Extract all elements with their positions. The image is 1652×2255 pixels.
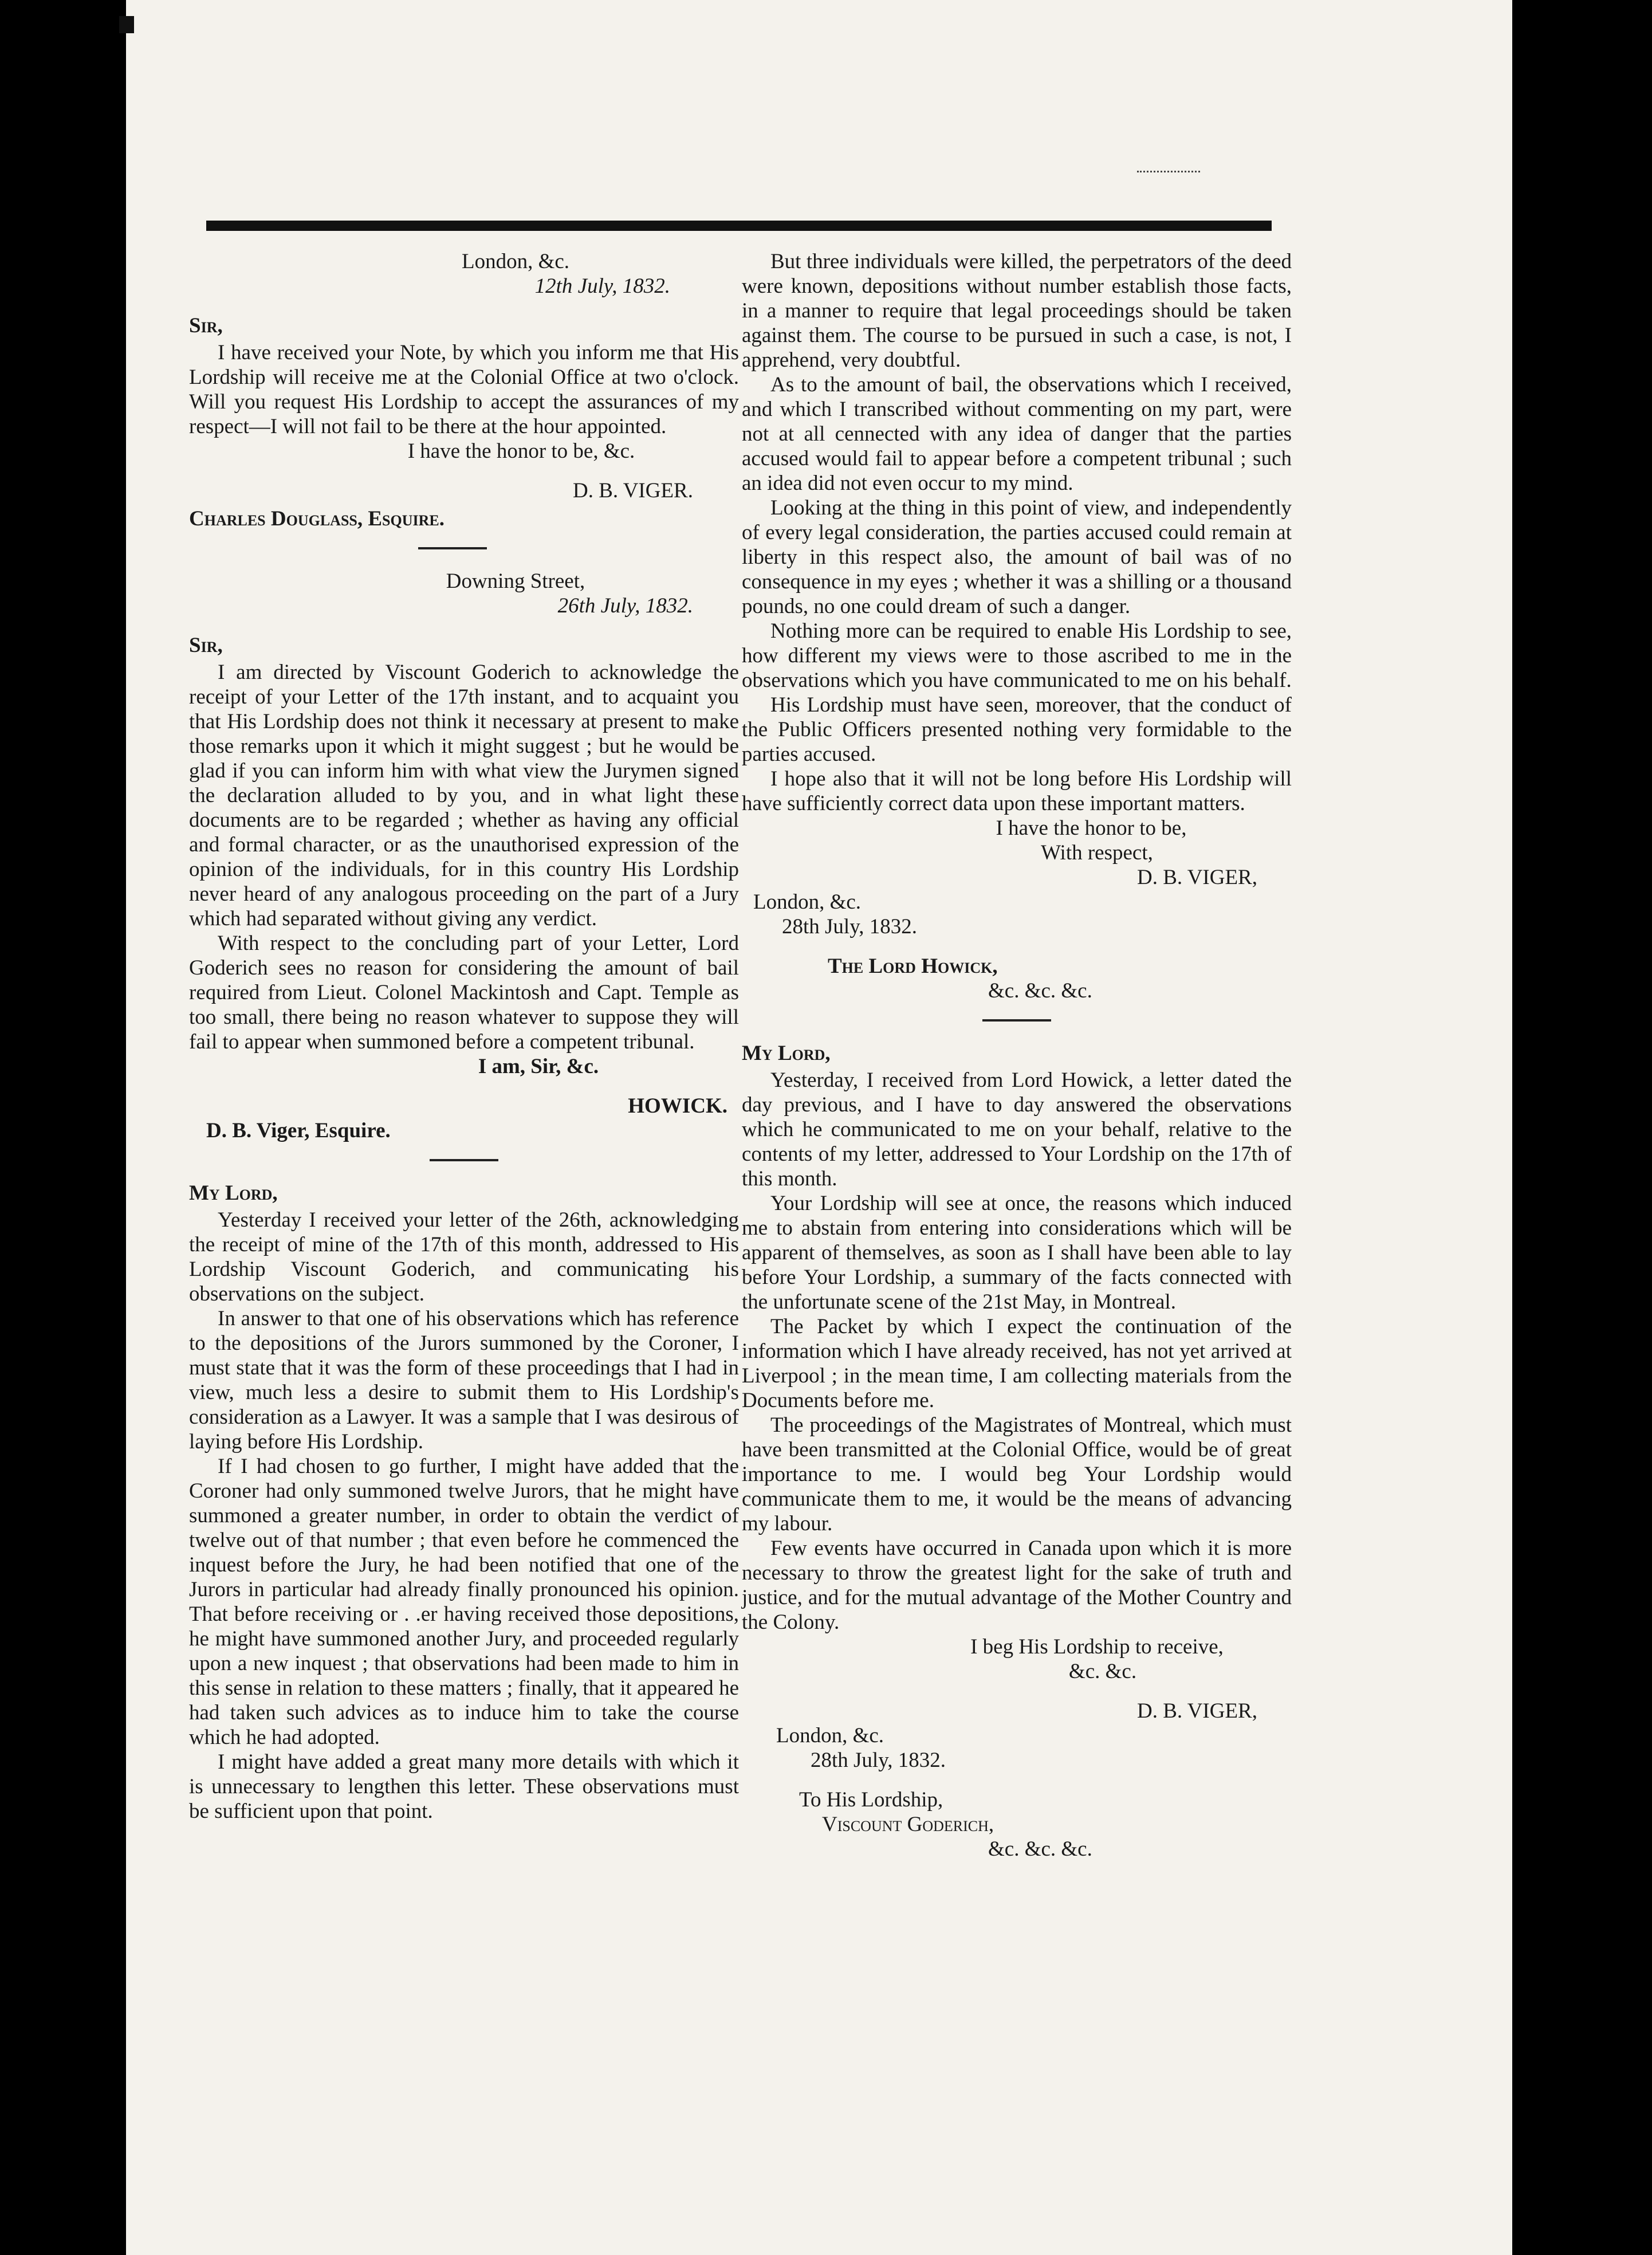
letter3-place: London, &c.: [753, 890, 862, 914]
letter1-paragraph: I have received your Note, by which you inform me that His Lordship will receive me at the Colonial Office at two o'clock. Will you request His Lordship to accept the assurances of my respect—I will not fail to be there at the hour appointed.: [189, 341, 739, 438]
letter2-paragraph: With respect to the concluding part of your Letter, Lord Goderich sees no reason for considering the amount of bail required from Lieut. Colonel Mackintosh and Capt. Temple as too small, there being no reason whatever to suppose they will fail to appear when summoned before a competent tribunal.: [189, 932, 739, 1054]
header-rule: [206, 221, 1272, 231]
letter2-addressee: D. B. Viger, Esquire.: [206, 1119, 391, 1142]
letter4-paragraph: The proceedings of the Magistrates of Montreal, which must have been transmitted at the Colonial Office, would be of great importance to me. I would beg Your Lordship would communicate them to me, it would be the means of advancing my labour.: [742, 1413, 1292, 1535]
letter3-paragraph: But three individuals were killed, the perpetrators of the deed were known, depositions without number establish those facts, in a manner to require that legal proceedings should be taken against them. The course to be pursued in such a case, is not, I apprehend, very doubtful.: [742, 250, 1292, 372]
letter3-addressee: The Lord Howick,: [828, 954, 998, 978]
letter2-paragraph: I am directed by Viscount Goderich to acknowledge the receipt of your Letter of the 17th instant, and to acquaint you that His Lordship does not think it necessary at present to make those remarks upon it which it might suggest ; but he would be glad if you can inform him with what view the Jurymen signed the declaration alluded to by you, and in what light these documents are to be regarded ; whether as having any official and formal character, or as the unauthorised expression of the opinion of the individuals, for in this country His Lordship never heard of any analogous proceeding on the part of a Jury which had separated without giving any verdict.: [189, 661, 739, 930]
separator: [430, 1159, 498, 1161]
letter3-paragraph: If I had chosen to go further, I might have added that the Coroner had only summoned twelve Jurors, that he might have summoned a greater number, in order to obtain the verdict of twelve out of that number ; that even before he commenced the inquest before the Jury, he had been notified that one of the Jurors in particular had already finally pronounced his opinion. That before receiving or . .er having received those depositions, he might have summoned another Jury, and proceeded regularly upon a new inquest ; that observations had been made to him in this sense in relation to these matters ; finally, that it appeared he had taken such advices as to induce him to take the course which he had adopted.: [189, 1455, 739, 1749]
printer-mark: [119, 16, 134, 33]
letter3-paragraph: His Lordship must have seen, moreover, that the conduct of the Public Officers presented nothing very formidable to the parties accused.: [742, 693, 1292, 766]
letter3-date: 28th July, 1832.: [782, 915, 918, 938]
separator: [982, 1019, 1051, 1022]
letter3-paragraph: Nothing more can be required to enable His Lordship to see, how different my views were to those ascribed to me in the observations which you have communicated to me on his behalf.: [742, 619, 1292, 692]
letter2-signature: HOWICK.: [628, 1094, 727, 1118]
letter1-salutation: Sir,: [189, 314, 223, 337]
letter3-addressee: &c. &c. &c.: [988, 979, 1092, 1003]
letter4-paragraph: The Packet by which I expect the continuation of the information which I have already received, has not yet arrived at Liverpool ; in the mean time, I am collecting materials from the Documents before me.: [742, 1315, 1292, 1412]
letter1-signature: D. B. VIGER.: [572, 479, 693, 502]
letter2-place: Downing Street,: [446, 569, 585, 593]
letter3-closing: With respect,: [1041, 841, 1153, 865]
letter4-paragraph: Few events have occurred in Canada upon which it is more necessary to throw the greatest light for the sake of truth and justice, and for the mutual advantage of the Mother Country and the Colony.: [742, 1537, 1292, 1634]
letter3-salutation: My Lord,: [189, 1181, 278, 1205]
letter4-addressee: Viscount Goderich,: [822, 1813, 994, 1836]
letter1-addressee: Charles Douglass, Esquire.: [189, 507, 445, 531]
separator: [418, 547, 487, 549]
letter3-paragraph: Looking at the thing in this point of view, and independently of every legal consideration, the parties accused could remain at liberty in this respect also, the amount of bail was of no consequence in my eyes ; whether it was a shilling or a thousand pounds, no one could dream of such a danger.: [742, 496, 1292, 618]
letter4-closing: &c. &c.: [1068, 1660, 1137, 1683]
letter3-paragraph: Yesterday I received your letter of the 26th, acknowledging the receipt of mine of the 17th of this month, addressed to His Lordship Viscount Goderich, and communicating his observations on the subject.: [189, 1208, 739, 1306]
left-column: [189, 249, 739, 1824]
letter4-date: 28th July, 1832.: [811, 1749, 946, 1772]
letter4-signature: D. B. VIGER,: [1136, 1699, 1257, 1723]
print-smudge: [1137, 171, 1200, 175]
letter2-closing: I am, Sir, &c.: [478, 1055, 599, 1078]
letter4-addressee: &c. &c. &c.: [988, 1837, 1092, 1861]
letter3-paragraph: I might have added a great many more details with which it is unnecessary to lengthen this letter. These observations must be sufficient upon that point.: [189, 1750, 739, 1823]
letter3-closing: I have the honor to be,: [996, 816, 1187, 840]
letter4-paragraph: Yesterday, I received from Lord Howick, a letter dated the day previous, and I have to day answered the observations which he communicated to me on your behalf, relative to the contents of my letter, addressed to Your Lordship on the 17th of this month.: [742, 1068, 1292, 1191]
letter2-date: 26th July, 1832.: [557, 594, 693, 618]
letter3-paragraph: In answer to that one of his observations which has reference to the depositions of the Jurors summoned by the Coroner, I must state that it was the form of these proceedings that I had in view, much less a desire to submit them to His Lordship's consideration as a Lawyer. It was a sample that I was desirous of laying before His Lordship.: [189, 1307, 739, 1453]
letter3-paragraph: As to the amount of bail, the observations which I received, and which I transcribed without commenting on my part, were not at all cennected with any idea of danger that the parties accused would fail to appear before a competent tribunal ; such an idea did not even occur to my mind.: [742, 373, 1292, 495]
letter4-salutation: My Lord,: [742, 1042, 831, 1065]
letter4-addressee: To His Lordship,: [799, 1788, 943, 1812]
letter3-paragraph: I hope also that it will not be long before His Lordship will have sufficiently correct data upon these important matters.: [742, 767, 1292, 815]
letter1-date: 12th July, 1832.: [534, 274, 670, 298]
letter3-signature: D. B. VIGER,: [1136, 866, 1257, 889]
letter1-place: London, &c.: [461, 250, 570, 273]
letter4-place: London, &c.: [776, 1724, 884, 1747]
letter4-paragraph: Your Lordship will see at once, the reasons which induced me to abstain from entering into considerations which will be apparent of themselves, as soon as I shall have been able to lay before Your Lordship, a summary of the facts connected with the unfortunate scene of the 21st May, in Montreal.: [742, 1192, 1292, 1314]
letter1-closing: I have the honor to be, &c.: [407, 439, 635, 463]
letter4-closing: I beg His Lordship to receive,: [970, 1635, 1224, 1659]
letter2-salutation: Sir,: [189, 634, 223, 657]
right-column: [742, 249, 1292, 1861]
